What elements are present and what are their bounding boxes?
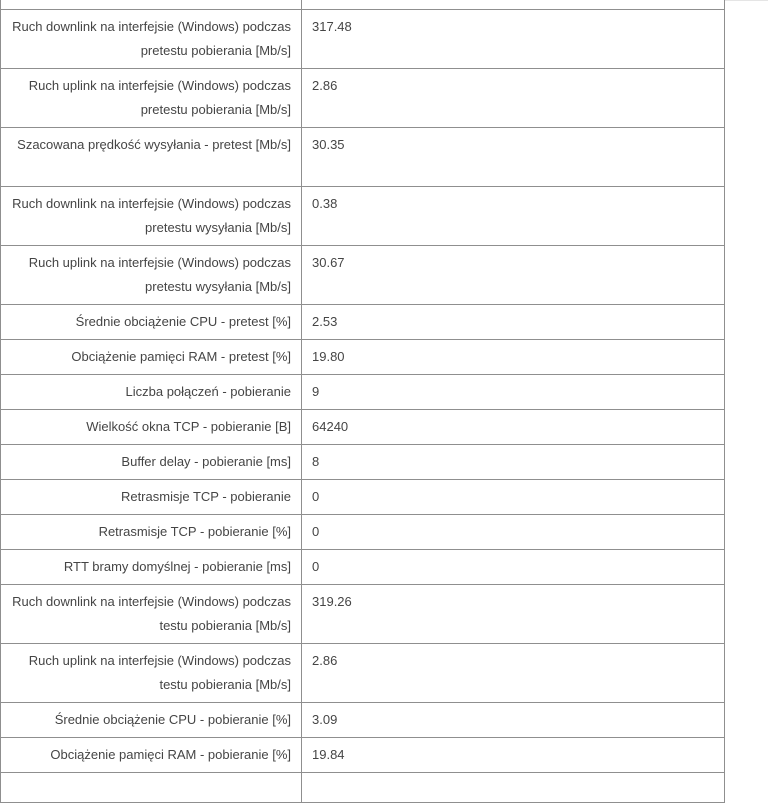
row-label: Liczba połączeń - pobieranie [1,375,302,410]
table-row [1,10,725,69]
row-label: Retrasmisje TCP - pobieranie [1,480,302,515]
row-label: Szacowana prędkość wysyłania - pretest [Mb/s] [1,128,302,187]
table-row [1,773,725,803]
row-label: Ruch downlink na interfejsie (Windows) podczas testu pobierania [Mb/s] [1,585,302,644]
row-value: 30.67 [302,246,725,305]
row-label: Ruch uplink na interfejsie (Windows) podczas pretestu pobierania [Mb/s] [1,69,302,128]
row-value: 9 [302,375,725,410]
row-label: Średnie obciążenie CPU - pobieranie [%] [1,703,302,738]
row-value: 2.86 [302,69,725,128]
table-row [1,445,725,480]
row-label [1,773,302,803]
row-label: Obciążenie pamięci RAM - pretest [%] [1,340,302,375]
row-value: 2.86 [302,644,725,703]
row-value: 64240 [302,410,725,445]
row-label: RTT bramy domyślnej - pobieranie [ms] [1,550,302,585]
row-value: 0 [302,480,725,515]
row-label [1,0,302,10]
row-value: 319.26 [302,585,725,644]
row-value: 2.53 [302,305,725,340]
row-label: Średnie obciążenie CPU - pretest [%] [1,305,302,340]
table-row [1,246,725,305]
row-value: 317.48 [302,10,725,69]
row-value: 8 [302,445,725,480]
table-row [1,375,725,410]
table-row [1,585,725,644]
table-row [1,703,725,738]
row-label: Retrasmisje TCP - pobieranie [%] [1,515,302,550]
table-row [1,515,725,550]
row-label: Wielkość okna TCP - pobieranie [B] [1,410,302,445]
table-row [1,550,725,585]
row-label: Ruch uplink na interfejsie (Windows) podczas pretestu wysyłania [Mb/s] [1,246,302,305]
table-row [1,69,725,128]
row-value: 0.38 [302,187,725,246]
row-value: 30.35 [302,128,725,187]
row-label: Ruch downlink na interfejsie (Windows) podczas pretestu pobierania [Mb/s] [1,10,302,69]
page-divider-line [724,0,768,1]
row-label: Obciążenie pamięci RAM - pobieranie [%] [1,738,302,773]
row-value: 0 [302,550,725,585]
table-row [1,410,725,445]
row-value: 3.09 [302,703,725,738]
table-row [1,305,725,340]
table-row [1,0,725,10]
table-row [1,340,725,375]
row-label: Ruch uplink na interfejsie (Windows) podczas testu pobierania [Mb/s] [1,644,302,703]
row-value: 19.80 [302,340,725,375]
row-label: Ruch downlink na interfejsie (Windows) podczas pretestu wysyłania [Mb/s] [1,187,302,246]
row-value: 19.84 [302,738,725,773]
row-value: 0 [302,515,725,550]
table-row [1,644,725,703]
table-row [1,738,725,773]
table-row [1,480,725,515]
table-row [1,128,725,187]
row-value [302,773,725,803]
row-label: Buffer delay - pobieranie [ms] [1,445,302,480]
row-value [302,0,725,10]
table-row [1,187,725,246]
